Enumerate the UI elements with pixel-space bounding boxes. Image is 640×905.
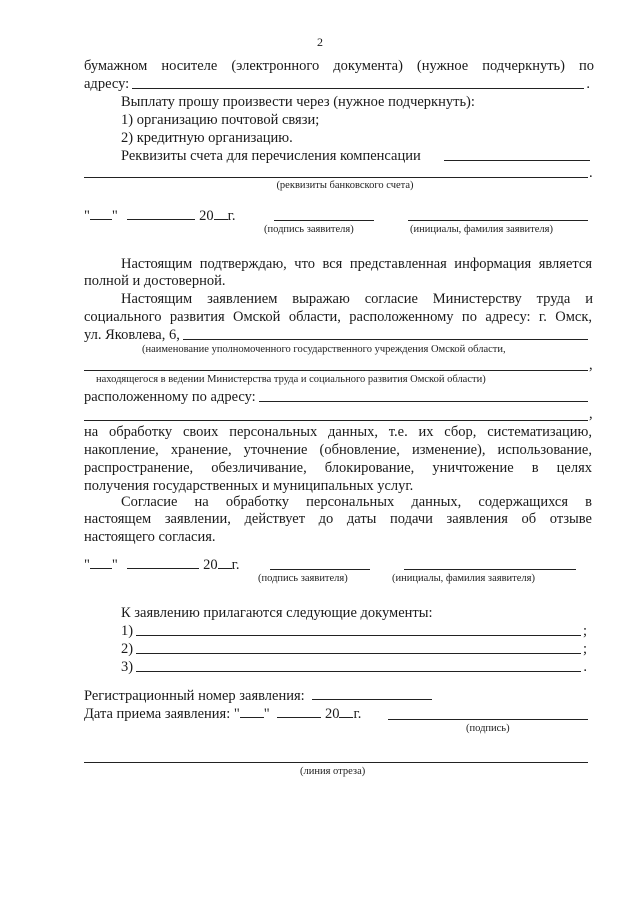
name-caption-2: (инициалы, фамилия заявителя)	[392, 573, 535, 584]
payment-option-post: 1) организацию почтовой связи;	[121, 112, 320, 128]
registration-number-label: Регистрационный номер заявления:	[84, 688, 305, 704]
processing-line-3: распространение, обезличивание, блокирование, уничтожение в целях	[84, 460, 592, 476]
confirm-line-2: полной и достоверной.	[84, 273, 226, 289]
signature-line-1[interactable]	[274, 220, 374, 221]
institution-caption: (наименование уполномоченного государственного учреждения Омской области,	[142, 344, 506, 355]
day-blank[interactable]	[240, 717, 264, 718]
name-caption-1: (инициалы, фамилия заявителя)	[410, 224, 553, 235]
date-field-2: " " 20 г.	[84, 557, 240, 573]
year-blank[interactable]	[214, 219, 228, 220]
address-end: .	[586, 76, 590, 92]
attachment-item-2: 2) ;	[121, 641, 587, 657]
cut-line-caption: (линия отреза)	[300, 766, 366, 777]
address-label: адресу:	[84, 76, 130, 92]
address-field-row	[84, 76, 590, 92]
reception-date-row: Дата приема заявления: " " 20 г.	[84, 706, 362, 722]
attachment-item-1: 1) ;	[121, 623, 587, 639]
located-input-line[interactable]	[259, 401, 588, 402]
payment-request: Выплату прошу произвести через (нужное подчеркнуть):	[121, 94, 475, 110]
signature-caption-2: (подпись заявителя)	[258, 573, 348, 584]
registration-number-row	[84, 688, 432, 704]
account-end: .	[589, 165, 593, 181]
registration-number-input[interactable]	[312, 699, 432, 700]
institution-line-end: ,	[589, 357, 593, 373]
located-field-row	[84, 389, 590, 405]
account-details-line-1[interactable]	[444, 160, 590, 161]
reception-signature-caption: (подпись)	[466, 723, 510, 734]
payment-option-credit: 2) кредитную организацию.	[121, 130, 293, 146]
name-line-1[interactable]	[408, 220, 588, 221]
processing-line-1: на обработку своих персональных данных, т.е. их сбор, систематизацию,	[84, 424, 592, 440]
name-line-2[interactable]	[404, 569, 576, 570]
reception-signature-line[interactable]	[388, 719, 588, 720]
month-blank[interactable]	[277, 717, 321, 718]
account-caption: (реквизиты банковского счета)	[276, 180, 414, 191]
processing-line-2: накопление, хранение, уточнение (обновление, изменение), использование,	[84, 442, 592, 458]
institution-input-line[interactable]	[183, 339, 588, 340]
signature-caption-1: (подпись заявителя)	[264, 224, 354, 235]
reception-date-label: Дата приема заявления:	[84, 706, 231, 722]
year-blank[interactable]	[339, 717, 353, 718]
agree-line-2: социального развития Омской области, расположенному по адресу: г. Омск,	[84, 309, 592, 325]
attachment-item-3: 3) .	[121, 659, 587, 675]
located-line-2[interactable]	[84, 420, 588, 421]
month-blank[interactable]	[127, 219, 195, 220]
signature-line-2[interactable]	[270, 569, 370, 570]
institution-line-2[interactable]	[84, 370, 588, 371]
attachment-input-line-1[interactable]	[136, 635, 581, 636]
date-field-1: " " 20 г.	[84, 208, 236, 224]
validity-line-2: настоящем заявлении, действует до даты подачи заявления об отзыве	[84, 511, 592, 527]
attachment-input-line-3[interactable]	[136, 671, 581, 672]
day-blank[interactable]	[90, 219, 112, 220]
processing-line-4: получения государственных и муниципальных услуг.	[84, 478, 414, 494]
attachment-input-line-2[interactable]	[136, 653, 581, 654]
account-details-line-2[interactable]	[84, 177, 588, 178]
address-input-line[interactable]	[132, 88, 584, 89]
institution-field-row	[84, 327, 590, 343]
page-number: 2	[317, 35, 323, 49]
day-blank[interactable]	[90, 568, 112, 569]
paper-carrier-line: бумажном носителе (электронного документа) (нужное подчеркнуть) по	[84, 58, 594, 74]
subordinate-caption: находящегося в ведении Министерства труда и социального развития Омской области)	[96, 374, 486, 385]
confirm-line-1: Настоящим подтверждаю, что вся представленная информация является	[121, 256, 592, 272]
attachments-heading: К заявлению прилагаются следующие документы:	[121, 605, 433, 621]
located-line-end: ,	[589, 406, 593, 422]
account-details-label: Реквизиты счета для перечисления компенсации	[121, 148, 421, 164]
validity-line-3: настоящего согласия.	[84, 529, 216, 545]
agree-line-3: ул. Яковлева, 6,	[84, 327, 180, 343]
cut-line	[84, 762, 588, 763]
year-blank[interactable]	[218, 568, 232, 569]
validity-line-1: Согласие на обработку персональных данных, содержащихся в	[121, 494, 592, 510]
located-label: расположенному по адресу:	[84, 389, 256, 405]
month-blank[interactable]	[127, 568, 199, 569]
agree-line-1: Настоящим заявлением выражаю согласие Министерству труда и	[121, 291, 593, 307]
